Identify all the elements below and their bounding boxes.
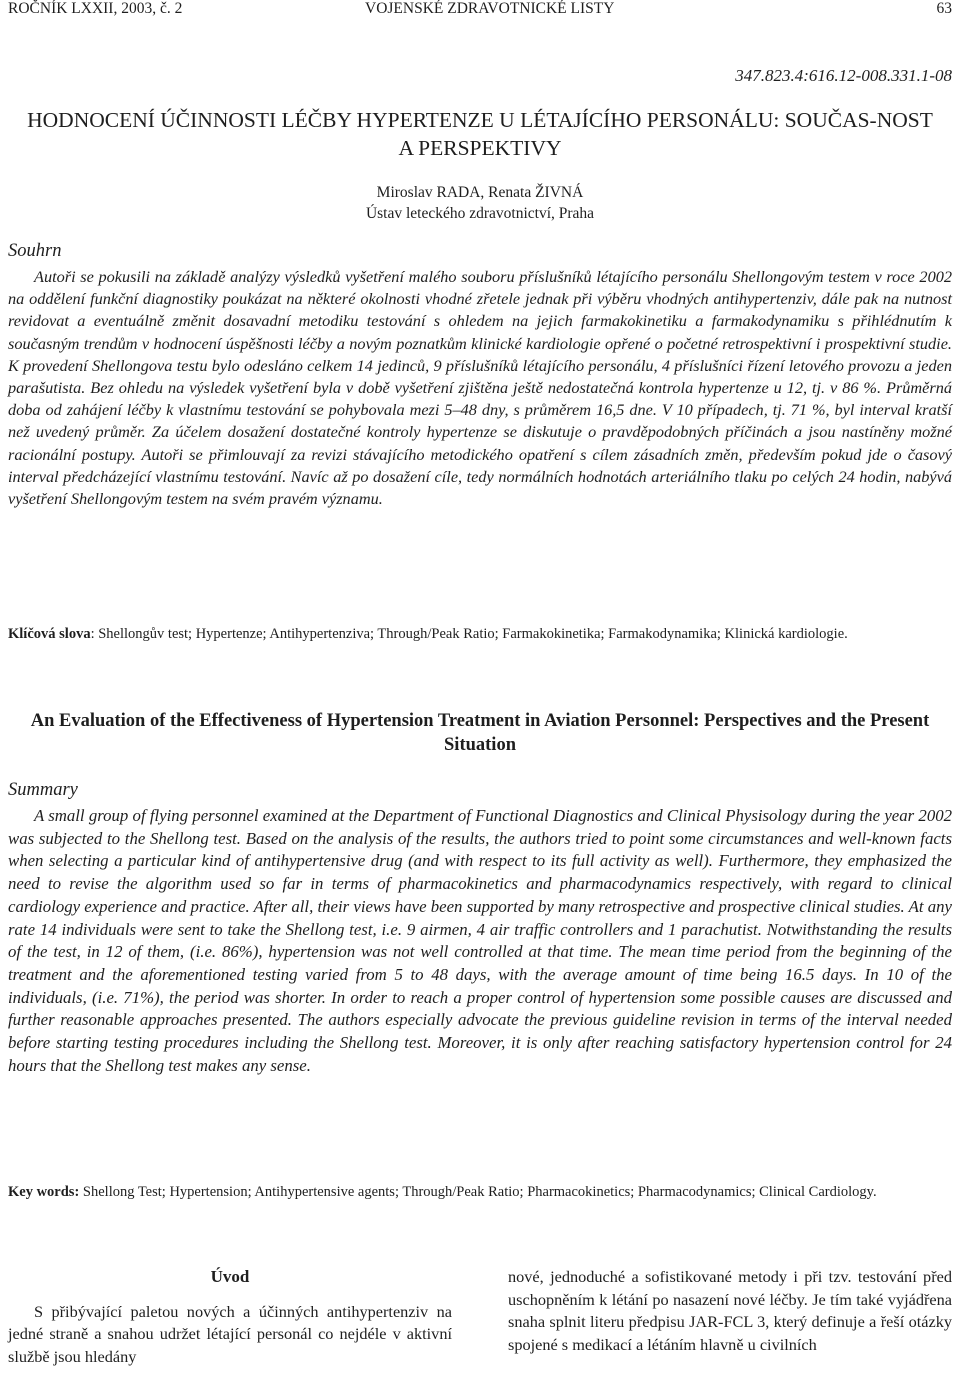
keywords-cz-text: Shellongův test; Hypertenze; Antihypertenziva; Through/Peak Ratio; Farmakokinetika; Farmakodynamika; Klinická kardiologie. [98, 626, 848, 642]
authors: Miroslav RADA, Renata ŽIVNÁ [376, 184, 584, 201]
body-column-right [508, 1266, 952, 1356]
summary-heading: Summary [8, 780, 78, 800]
article-title-en: An Evaluation of the Effectiveness of Hypertension Treatment in Aviation Personnel: Perspectives and the Present Situation [30, 711, 930, 755]
running-header [8, 0, 952, 20]
article-title-cz: HODNOCENÍ ÚČINNOSTI LÉČBY HYPERTENZE U LÉTAJÍCÍHO PERSONÁLU: SOUČAS-NOST A PERSPEKTIVY [27, 108, 933, 160]
keywords-cz-label: Klíčová slova [8, 626, 91, 642]
intro-paragraph-continued: nové, jednoduché a sofistikované metody i při tzv. testování před uschopněním k létání po nasazení nové léčby. Je tím také vyjádřena snaha splnit literu předpisu JAR-FCL 3, který definuje a řeší otázky spojené s medikací a létáním hlavně u civilních [508, 1267, 952, 1354]
body-column-left [8, 1266, 452, 1368]
page-number: 63 [936, 0, 952, 17]
keywords-en-label: Key words: [8, 1184, 80, 1200]
keywords-cz: Klíčová slova: Shellongův test; Hypertenze; Antihypertenziva; Through/Peak Ratio; Farmakokinetika; Farmakodynamika; Klinická kardiologie. [8, 626, 848, 642]
keywords-en [8, 1182, 952, 1202]
souhrn-heading: Souhrn [8, 241, 62, 261]
intro-paragraph: S přibývající paletou nových a účinných antihypertenziv na jedné straně a snahou udržet létající personál co nejdéle v aktivní službě jsou hledány [8, 1301, 452, 1366]
journal-name: VOJENSKÉ ZDRAVOTNICKÉ LISTY [365, 0, 615, 17]
souhrn-text: Autoři se pokusili na základě analýzy výsledků vyšetření malého souboru příslušníků létajícího personálu Shellongovým testem v roce 2002 na oddělení funkční diagnostiky poukázat na některé okolnosti vhodné zřetele jednak při výběru vhodných antihypertenziv, dále pak na nutnost revidovat a eventuálně změnit dosavadní metodiku testování s ohledem na jejich farmakokinetiku a farmakodynamiku s přihlédnutím k současným trendům v hodnocení úspěšnosti léčby a novým poznatkům klinické kardiologie opřené o početné retrospektivní i prospektivní studie. K provedení Shellongova testu bylo odesláno celkem 14 jedinců, 9 příslušníků létajícího personálu, 4 příslušníci řízení letového provozu a jeden parašutista. Bez ohledu na výsledek vyšetření byla v době vyšetření zjištěna ještě nedostatečná kontrola hypertenze u 12, tj. v 86 %. Průměrná doba od zahájení léčby k vlastnímu testování se pohybovala mezi 5–48 dny, s průměrem 16,5 dne. V 10 případech, tj. 71 %, byl interval kratší než uvedený průměr. Za účelem dosažení dostatečné kontroly hypertenze se diskutuje o pravděpodobných příčinách a jsou nastíněny možné racionální postupy. Autoři se přimlouvají za revizi stávajícího metodického opatření s cílem zásadních změn, především pokud jde o časový interval předcházející vlastnímu testování. Navíc až po dosažení cíle, tedy normálních hodnotách arteriálního tlaku po celých 24 hodin, nabývá vyšetření Shellongovým testem na svém pravém významu. [8, 267, 952, 509]
keywords-en-text: Shellong Test; Hypertension; Antihypertensive agents; Through/Peak Ratio; Pharmacokinetics; Pharmacodynamics; Clinical Cardiology. [82, 1184, 877, 1200]
institution: Ústav leteckého zdravotnictví, Praha [365, 205, 595, 222]
summary-text: A small group of flying personnel examined at the Department of Functional Diagnostics and Clinical Physisology during the year 2002 was subjected to the Shellong test. Based on the analysis of the results, the authors tried to point some circumstances and well-known facts when selecting a particular kind of antihypertensive drug (and with respect to its full activity as well). Furthermore, they emphasized the need to revise the algorithm used so far in terms of pharmacokinetics and pharmacodynamics respectively, with regard to clinical cardiology experience and practice. After all, their views have been supported by many retrospective and prospective clinical studies. At any rate 14 individuals were sent to take the Shellong test, i.e. 9 airmen, 4 air traffic controllers and 1 parachutist. Notwithstanding the results of the test, in 12 of them, (i.e. 86%), hypertension was not well controlled at that time. The mean time period from the beginning of the treatment and the aforementioned testing varied from 5 to 48 days, with the average amount of time being 16.5 days. In 10 of the individuals, (i.e. 71%), the period was shorter. In order to reach a proper control of hypertension some possible causes are discussed and further reasonable approaches presented. The authors especially advocate the previous guideline revision in terms of the interval needed before starting testing procedures including the Shellong test. Moreover, it is only after reaching satisfactory hypertension control for 24 hours that the Shellong test makes any sense. [8, 806, 952, 1075]
udc-code: 347.823.4:616.12-008.331.1-08 [735, 66, 952, 85]
journal-volume: ROČNÍK LXXII, 2003, č. 2 [8, 0, 183, 17]
intro-heading: Úvod [210, 1267, 250, 1286]
